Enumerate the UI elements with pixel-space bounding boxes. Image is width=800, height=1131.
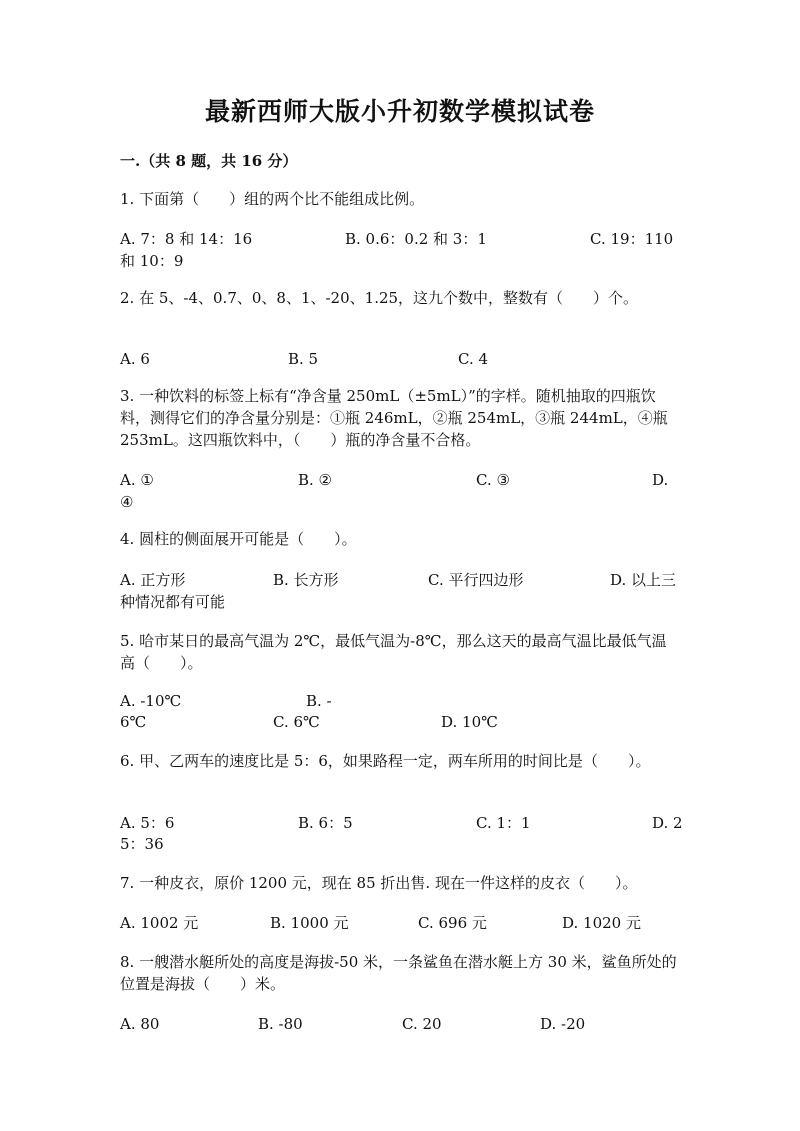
question-8-option-d: D. -20 bbox=[540, 1015, 586, 1033]
question-2-option-b: B. 5 bbox=[288, 350, 319, 368]
question-7-stem: 7. 一种皮衣，原价 1200 元，现在 85 折出售. 现在一件这样的皮衣（ ）。 bbox=[120, 874, 638, 892]
question-5-option-b-wrap: 6℃ bbox=[120, 713, 147, 731]
question-7-option-b: B. 1000 元 bbox=[270, 914, 349, 932]
question-6-option-c: C. 1：1 bbox=[476, 814, 531, 832]
exam-title: 最新西师大版小升初数学模拟试卷 bbox=[204, 97, 595, 126]
question-5-stem: 5. 哈市某日的最高气温为 2℃，最低气温为-8℃，那么这天的最高气温比最低气温高（ ）。 bbox=[120, 632, 667, 672]
question-2-option-a: A. 6 bbox=[120, 350, 150, 368]
question-7-option-a: A. 1002 元 bbox=[120, 914, 199, 932]
question-3-option-a: A. ① bbox=[120, 471, 154, 489]
question-8-stem: 8. 一艘潜水艇所处的高度是海拔-50 米，一条鲨鱼在潜水艇上方 30 米，鲨鱼所处的位置是海拔（ ）米。 bbox=[120, 953, 677, 993]
question-5-option-a: A. -10℃ bbox=[120, 692, 182, 710]
question-5-option-b: B. - bbox=[306, 692, 332, 710]
question-5-option-d: D. 10℃ bbox=[441, 713, 498, 731]
question-6-option-b: B. 6：5 bbox=[298, 814, 353, 832]
question-1-option-b: B. 0.6：0.2 和 3：1 bbox=[345, 230, 487, 248]
question-2-stem: 2. 在 5、-4、0.7、0、8、1、-20、1.25，这九个数中，整数有（ ）个。 bbox=[120, 289, 639, 307]
question-1-option-c-wrap: 和 10：9 bbox=[120, 252, 184, 270]
question-6-option-a: A. 5：6 bbox=[120, 814, 175, 832]
question-7-option-c: C. 696 元 bbox=[418, 914, 487, 932]
question-1-option-a: A. 7：8 和 14：16 bbox=[120, 230, 253, 248]
section-heading: 一.（共 8 题，共 16 分） bbox=[120, 152, 298, 170]
question-5-option-c: C. 6℃ bbox=[273, 713, 320, 731]
question-4-stem: 4. 圆柱的侧面展开可能是（ ）。 bbox=[120, 530, 357, 548]
question-4-option-d-wrap: 种情况都有可能 bbox=[120, 593, 226, 611]
question-3-option-d: D. bbox=[652, 471, 669, 489]
question-3-option-c: C. ③ bbox=[476, 471, 510, 489]
question-6-stem: 6. 甲、乙两车的速度比是 5：6，如果路程一定，两车所用的时间比是（ ）。 bbox=[120, 752, 651, 770]
question-3-option-b: B. ② bbox=[298, 471, 333, 489]
question-3-stem: 3. 一种饮料的标签上标有“净含量 250mL（±5mL）”的字样。随机抽取的四瓶饮料，测得它们的净含量分别是：①瓶 246mL，②瓶 254mL，③瓶 244mL，④瓶 253mL。这四瓶饮料中，（ ）瓶的净含量不合格。 bbox=[120, 387, 673, 449]
question-7-option-d: D. 1020 元 bbox=[562, 914, 641, 932]
question-8-option-c: C. 20 bbox=[402, 1015, 442, 1033]
question-1-stem: 1. 下面第（ ）组的两个比不能组成比例。 bbox=[120, 190, 425, 208]
question-4-option-b: B. 长方形 bbox=[273, 571, 339, 589]
question-6-option-d: D. 2 bbox=[652, 814, 683, 832]
question-1-option-c: C. 19：110 bbox=[590, 230, 674, 248]
question-4-option-c: C. 平行四边形 bbox=[428, 571, 524, 589]
question-6-option-d-wrap: 5：36 bbox=[120, 835, 164, 853]
question-4-option-d: D. 以上三 bbox=[610, 571, 677, 589]
question-8-option-b: B. -80 bbox=[258, 1015, 303, 1033]
question-4-option-a: A. 正方形 bbox=[120, 571, 186, 589]
question-2-option-c: C. 4 bbox=[458, 350, 489, 368]
question-8-option-a: A. 80 bbox=[120, 1015, 160, 1033]
question-3-option-d-wrap: ④ bbox=[120, 493, 134, 511]
